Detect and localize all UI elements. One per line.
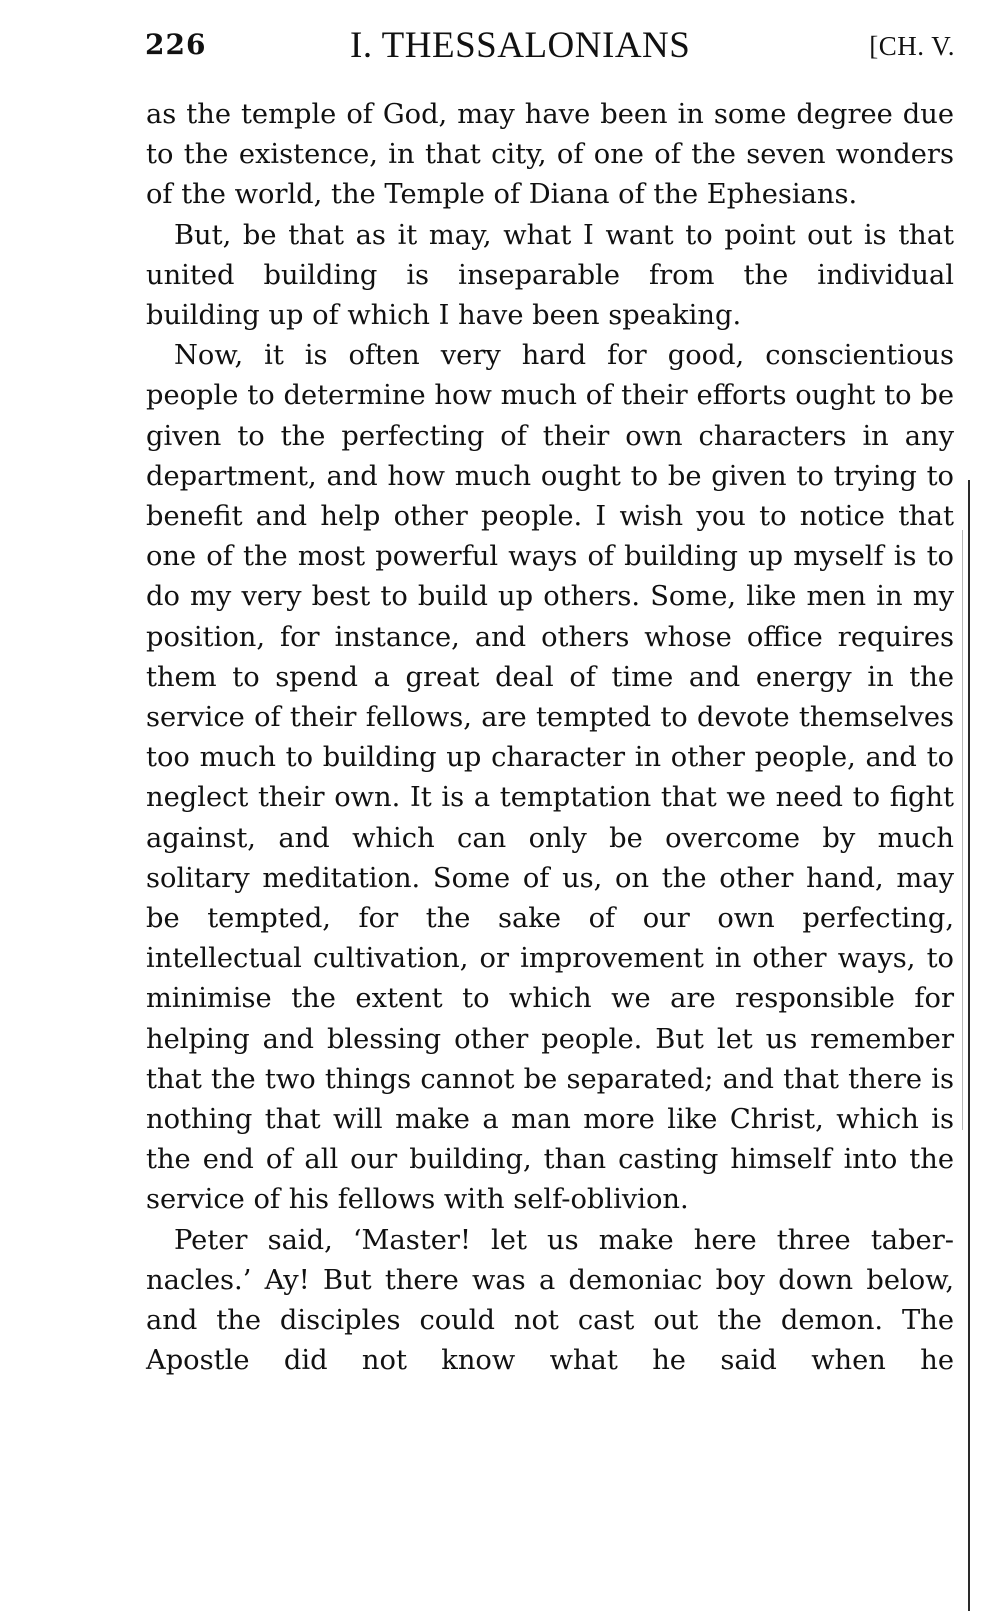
paragraph: Now, it is often very hard for good, conscientious people to determine how much of their efforts ought to be given to the perfecting of their own characters in any department, and how much ought to be given to trying to benefit and help other people. I wish you to notice that one of the most powerful ways of building up myself is to do my very best to build up others. Some, like men in my position, for instance, and others whose office requires them to spend a great deal of time and energy in the service of their fellows, are tempted to devote themselves too much to building up character in other people, and to neglect their own. It is a temptation that we need to fight against, and which can only be overcome by much solitary meditation. Some of us, on the other hand, may be tempted, for the sake of our own perfecting, intellectual cultivation, or improvement in other ways, to minimise the extent to which we are responsible for helping and blessing other people. But let us remember that the two things cannot be separated; and that there is nothing that will make a man more like Christ, which is the end of all our building, than casting himself into the service of his fellows with self-oblivion. <box>146 340 954 1216</box>
paragraph-continuation: as the temple of God, may have been in some degree due to the existence, in that city, of one of the seven wonders of the world, the Temple of Diana of the Ephesians. <box>146 99 954 211</box>
scan-edge-shadow <box>962 530 963 1130</box>
page-edge-line <box>968 480 970 1611</box>
body-text <box>146 95 954 1382</box>
paragraph: But, be that as it may, what I want to point out is that united building is inseparable from the individual building up of which I have been speaking. <box>146 219 954 332</box>
paragraph: Peter said, ‘Master! let us make here three tabernacles.’ Ay! But there was a demoniac boy down below, and the disciples could not cast out the demon. The Apostle did not know what he said when he <box>146 1224 954 1377</box>
chapter-reference: [CH. V. <box>869 31 955 61</box>
running-title: I. THESSALONIANS <box>350 25 691 66</box>
running-head <box>145 22 960 72</box>
page-number: 226 <box>145 28 207 61</box>
